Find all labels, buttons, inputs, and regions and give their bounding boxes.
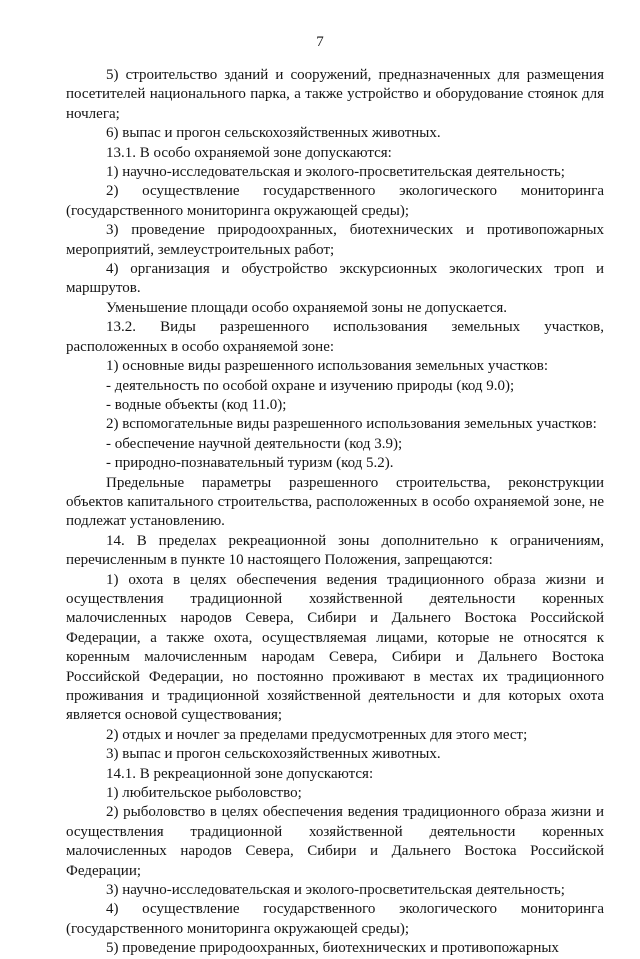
paragraph: 2) вспомогательные виды разрешенного использования земельных участков: (106, 416, 597, 433)
paragraph: Уменьшение площади особо охраняемой зоны не допускается. (106, 299, 508, 316)
paragraph: 2) осуществление государственного экологического мониторинга (государственного мониторинга окружающей среды); (66, 183, 604, 219)
paragraph: 5) проведение природоохранных, биотехнических и противопожарных (106, 940, 559, 957)
paragraph: 3) научно-исследовательская и эколого-просветительская деятельность; (106, 882, 565, 899)
paragraph: 3) выпас и прогон сельскохозяйственных животных. (106, 746, 441, 763)
paragraph: 1) охота в целях обеспечения ведения традиционного образа жизни и осуществления традиционной хозяйственной деятельности коренных малочисленных народов Севера, Сибири и Дальнего Востока Российской Федерации, а также охота, осуществляемая лицами, которые не относятся к коренным малочисленным народам Севера, Сибири и Дальнего Востока Российской Федерации, но постоянно проживают в местах их традиционного проживания и традиционной хозяйственной деятельности и для которых охота является основой существования; (66, 571, 604, 724)
paragraph: 13.1. В особо охраняемой зоне допускаются: (106, 144, 392, 161)
paragraph: - водные объекты (код 11.0); (106, 396, 287, 413)
paragraph: 14.1. В рекреационной зоне допускаются: (106, 765, 374, 782)
paragraph: 13.2. Виды разрешенного использования земельных участков, расположенных в особо охраняемой зоне: (66, 319, 604, 355)
paragraph: 4) организация и обустройство экскурсионных экологических троп и маршрутов. (66, 261, 604, 297)
paragraph: - деятельность по особой охране и изучению природы (код 9.0); (106, 377, 515, 394)
paragraph: 5) строительство зданий и сооружений, предназначенных для размещения посетителей национального парка, а также устройство и оборудование стоянок для ночлега; (66, 67, 604, 122)
paragraph: - обеспечение научной деятельности (код 3.9); (106, 435, 403, 452)
document-body (66, 66, 604, 959)
page-number: 7 (316, 34, 324, 50)
paragraph: 2) отдых и ночлег за пределами предусмотренных для этого мест; (106, 726, 528, 743)
paragraph: 2) рыболовство в целях обеспечения ведения традиционного образа жизни и осуществления традиционной хозяйственной деятельности коренных малочисленных народов Севера, Сибири и Дальнего Востока Российской Федерации; (66, 804, 604, 879)
paragraph: 4) осуществление государственного экологического мониторинга (государственного мониторинга окружающей среды); (66, 901, 604, 937)
paragraph: 14. В пределах рекреационной зоны дополнительно к ограничениям, перечисленным в пункте 10 настоящего Положения, запрещаются: (66, 532, 604, 569)
paragraph: 1) основные виды разрешенного использования земельных участков: (106, 358, 549, 375)
paragraph: - природно-познавательный туризм (код 5.2). (106, 455, 394, 472)
paragraph: 6) выпас и прогон сельскохозяйственных животных. (106, 125, 441, 142)
paragraph: 3) проведение природоохранных, биотехнических и противопожарных мероприятий, землеустроительных работ; (66, 222, 604, 258)
paragraph: 1) научно-исследовательская и эколого-просветительская деятельность; (106, 164, 565, 181)
paragraph: 1) любительское рыболовство; (106, 785, 302, 802)
paragraph: Предельные параметры разрешенного строительства, реконструкции объектов капитального строительства, расположенных в особо охраняемой зоне, не подлежат установлению. (66, 474, 604, 530)
